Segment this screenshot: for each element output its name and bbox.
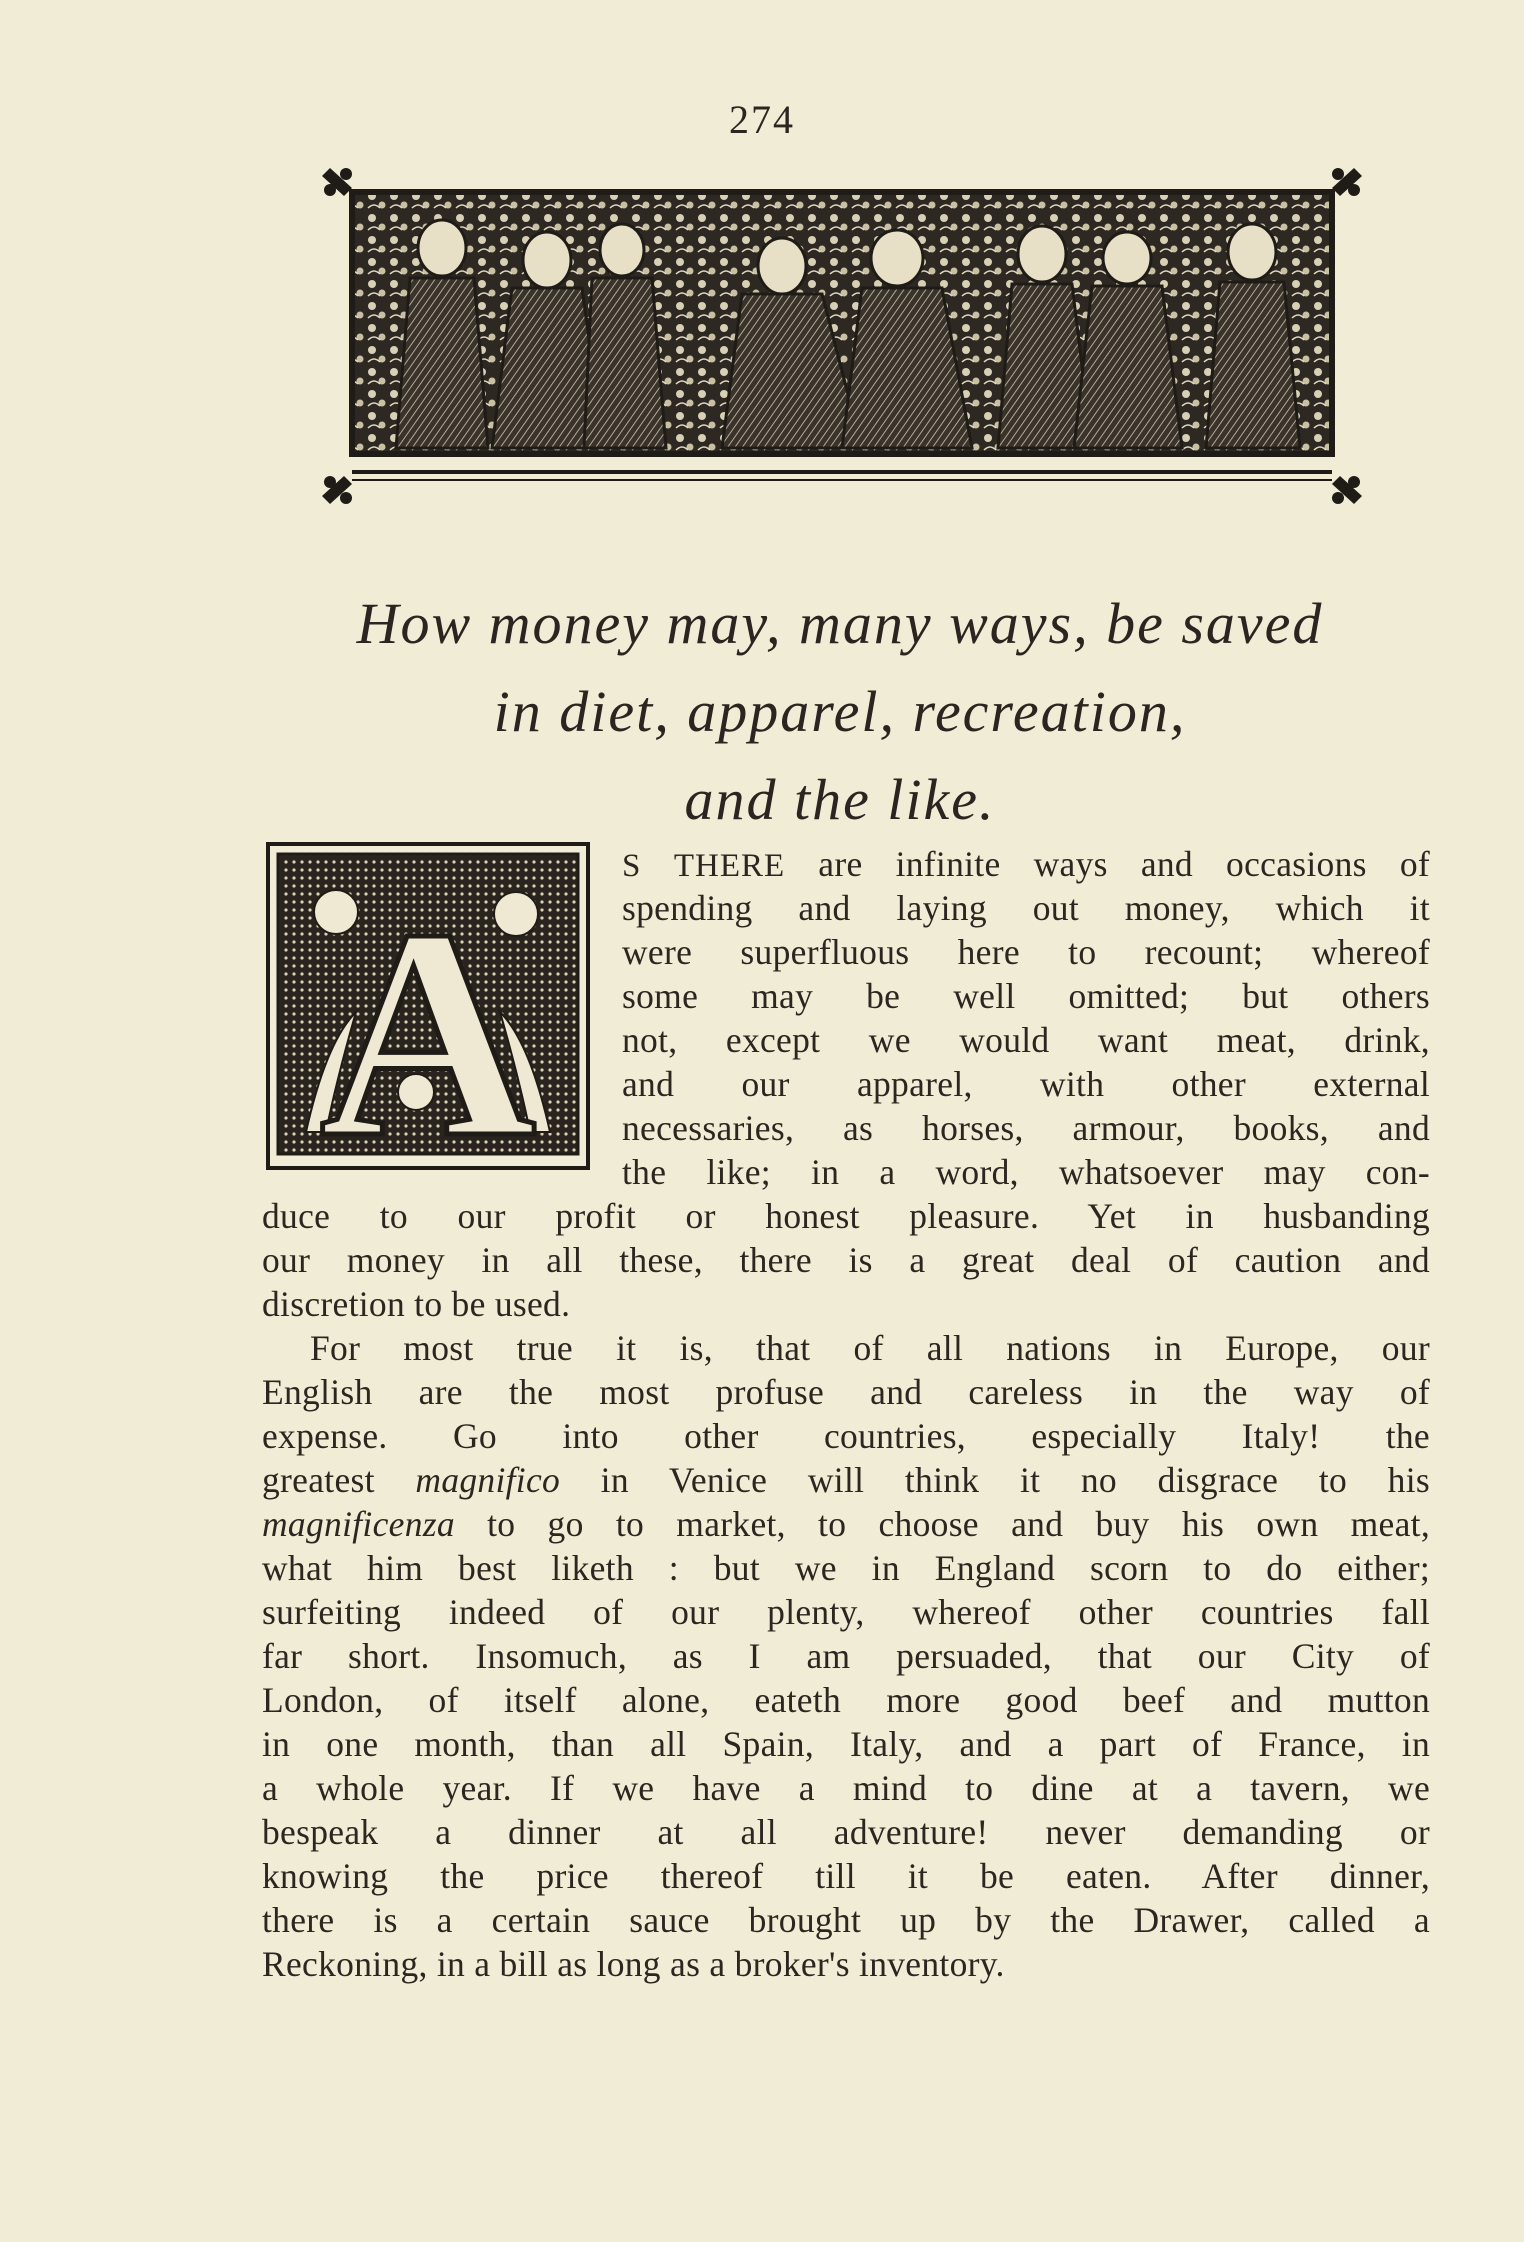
text-line: [262, 1458, 1430, 1502]
chapter-title-line-2: in diet, apparel, recreation,: [493, 679, 1187, 744]
line-text: our money in all these, there is a great deal of caution and: [262, 1240, 1430, 1280]
line-text: what him best liketh : but we in England scorn to do either;: [262, 1548, 1430, 1588]
text-line: [262, 1854, 1430, 1898]
text-line: [262, 1546, 1430, 1590]
text-line: [262, 930, 1430, 974]
line-text: greatest: [262, 1460, 416, 1500]
line-text: discretion to be used.: [262, 1284, 571, 1324]
line-text: bespeak a dinner at all adventure! never demanding or: [262, 1812, 1430, 1852]
text-line: [262, 1502, 1430, 1546]
line-text: a whole year. If we have a mind to dine at a tavern, we: [262, 1768, 1430, 1808]
line-text: not, except we would want meat, drink,: [622, 1020, 1430, 1060]
line-text: spending and laying out money, which it: [622, 888, 1430, 928]
chapter-title-line-3: and the like.: [684, 767, 996, 832]
line-text: to go to market, to choose and buy his own meat,: [454, 1504, 1430, 1544]
italic-word: magnifico: [415, 1460, 561, 1500]
line-text: surfeiting indeed of our plenty, whereof other countries fall: [262, 1592, 1430, 1632]
text-line: [262, 1282, 1430, 1326]
text-line: [262, 1942, 1430, 1986]
body-text: [262, 842, 1430, 1986]
line-text: far short. Insomuch, as I am persuaded, that our City of: [262, 1636, 1430, 1676]
text-line: [262, 1898, 1430, 1942]
line-text: in Venice will think it no disgrace to his: [560, 1460, 1430, 1500]
line-text: For most true it is, that of all nations in Europe, our: [310, 1328, 1430, 1368]
text-line: [262, 1414, 1430, 1458]
line-text: expense. Go into other countries, especially Italy! the: [262, 1416, 1430, 1456]
line-text: knowing the price thereof till it be eaten. After dinner,: [262, 1856, 1430, 1896]
line-text: some may be well omitted; but others: [622, 976, 1430, 1016]
line-text: in one month, than all Spain, Italy, and a part of France, in: [262, 1724, 1430, 1764]
line-text: were superfluous here to recount; whereof: [622, 932, 1430, 972]
page-number: 274: [729, 97, 795, 142]
line-text: London, of itself alone, eateth more good beef and mutton: [262, 1680, 1430, 1720]
text-line: [262, 1722, 1430, 1766]
line-text: there is a certain sauce brought up by the Drawer, called a: [262, 1900, 1430, 1940]
text-line: [262, 1238, 1430, 1282]
text-line: [262, 974, 1430, 1018]
chapter-title: [250, 580, 1430, 844]
text-line: [262, 1150, 1430, 1194]
text-line: [262, 842, 1430, 886]
small-caps-text: S THERE: [622, 848, 786, 884]
text-line: [262, 1590, 1430, 1634]
line-text: duce to our profit or honest pleasure. Yet in husbanding: [262, 1196, 1430, 1236]
italic-word: magnificenza: [262, 1504, 455, 1544]
text-line: [262, 1810, 1430, 1854]
line-text: and our apparel, with other external: [622, 1064, 1430, 1104]
line-text: necessaries, as horses, armour, books, and: [622, 1108, 1430, 1148]
text-line: [262, 886, 1430, 930]
text-line: [262, 1326, 1430, 1370]
line-text: English are the most profuse and careless in the way of: [262, 1372, 1430, 1412]
line-text: the like; in a word, whatsoever may con-: [622, 1152, 1430, 1192]
text-line: [262, 1634, 1430, 1678]
text-line: [262, 1062, 1430, 1106]
text-line: [262, 1106, 1430, 1150]
line-text: Reckoning, in a bill as long as a broker's inventory.: [262, 1944, 1005, 1984]
text-line: [262, 1194, 1430, 1238]
chapter-title-line-1: How money may, many ways, be saved: [356, 591, 1324, 656]
text-line: [262, 1678, 1430, 1722]
woodcut-headpiece-illustration: [322, 168, 1362, 504]
text-line: [262, 1766, 1430, 1810]
drop-cap-letter: A: [319, 867, 537, 1170]
text-line: [262, 1018, 1430, 1062]
line-text: are infinite ways and occasions of: [785, 844, 1430, 884]
text-line: [262, 1370, 1430, 1414]
